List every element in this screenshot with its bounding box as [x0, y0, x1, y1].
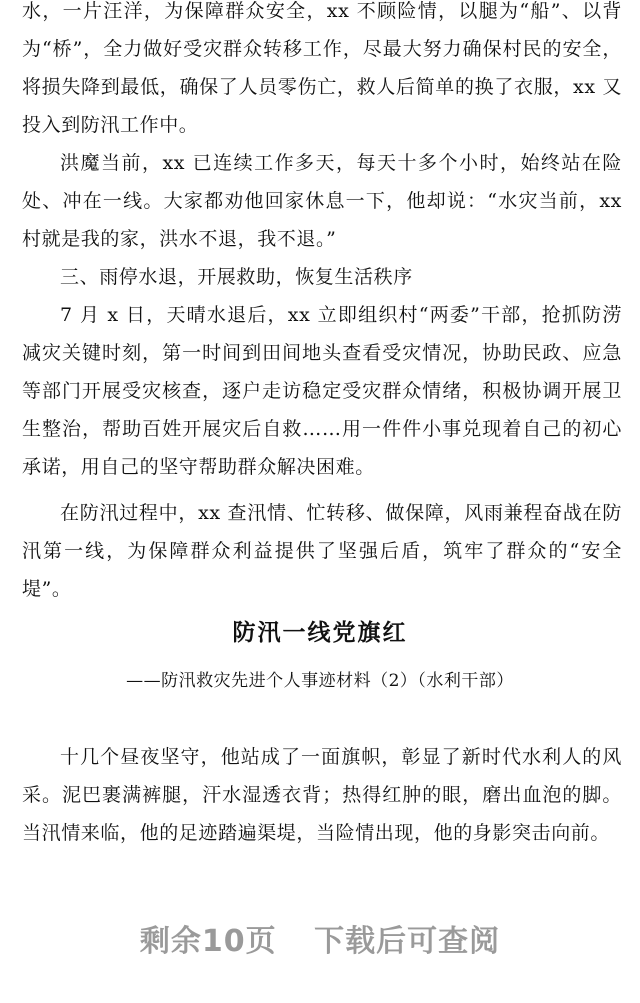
paragraph-continuous-work: 洪魔当前，xx 已连续工作多天，每天十多个小时，始终站在险处、冲在一线。大家都劝他回家休息一下，他却说：“水灾当前，xx 村就是我的家，洪水不退，我不退。” [22, 152, 622, 250]
paragraph-relief-work: 7 月 x 日，天晴水退后，xx 立即组织村“两委”干部，抢抓防涝减灾关键时刻，第一时间到田间地头查看受灾情况，协助民政、应急等部门开展受灾核查，逐户走访稳定受灾群众情绪，积极协调开展卫生整治，帮助百姓开展灾后自救……用一件件小事兑现着自己的初心承诺，用自己的坚守帮助群众解决困难。 [22, 304, 622, 478]
paragraph-summary: 在防汛过程中，xx 查汛情、忙转移、做保障，风雨兼程奋战在防汛第一线，为保障群众利益提供了坚强后盾，筑牢了群众的“安全堤”。 [22, 502, 622, 600]
download-banner[interactable] [0, 916, 640, 960]
paragraph-dedication: 十几个昼夜坚守，他站成了一面旗帜，彰显了新时代水利人的风采。泥巴裹满裤腿，汗水湿透衣背；热得红肿的眼，磨出血泡的脚。当汛情来临，他的足迹踏遍渠堤，当险情出现，他的身影突击向前。 [22, 746, 622, 844]
paragraph-rescue-continued: 水，一片汪洋，为保障群众安全，xx 不顾险情，以腿为“船”、以背为“桥”，全力做好受灾群众转移工作，尽最大努力确保村民的安全，将损失降到最低，确保了人员零伤亡，救人后简单的换了衣服，xx 又投入到防汛工作中。 [22, 0, 622, 136]
download-to-view-label: 下载后可查阅 [314, 924, 501, 959]
section-title: 防汛一线党旗红 [232, 619, 408, 646]
remaining-pages-label: 剩余10页 [139, 924, 277, 959]
section-subtitle: ——防汛救灾先进个人事迹材料（2）（水利干部） [126, 671, 514, 691]
section-heading-three: 三、雨停水退，开展救助，恢复生活秩序 [60, 266, 413, 288]
